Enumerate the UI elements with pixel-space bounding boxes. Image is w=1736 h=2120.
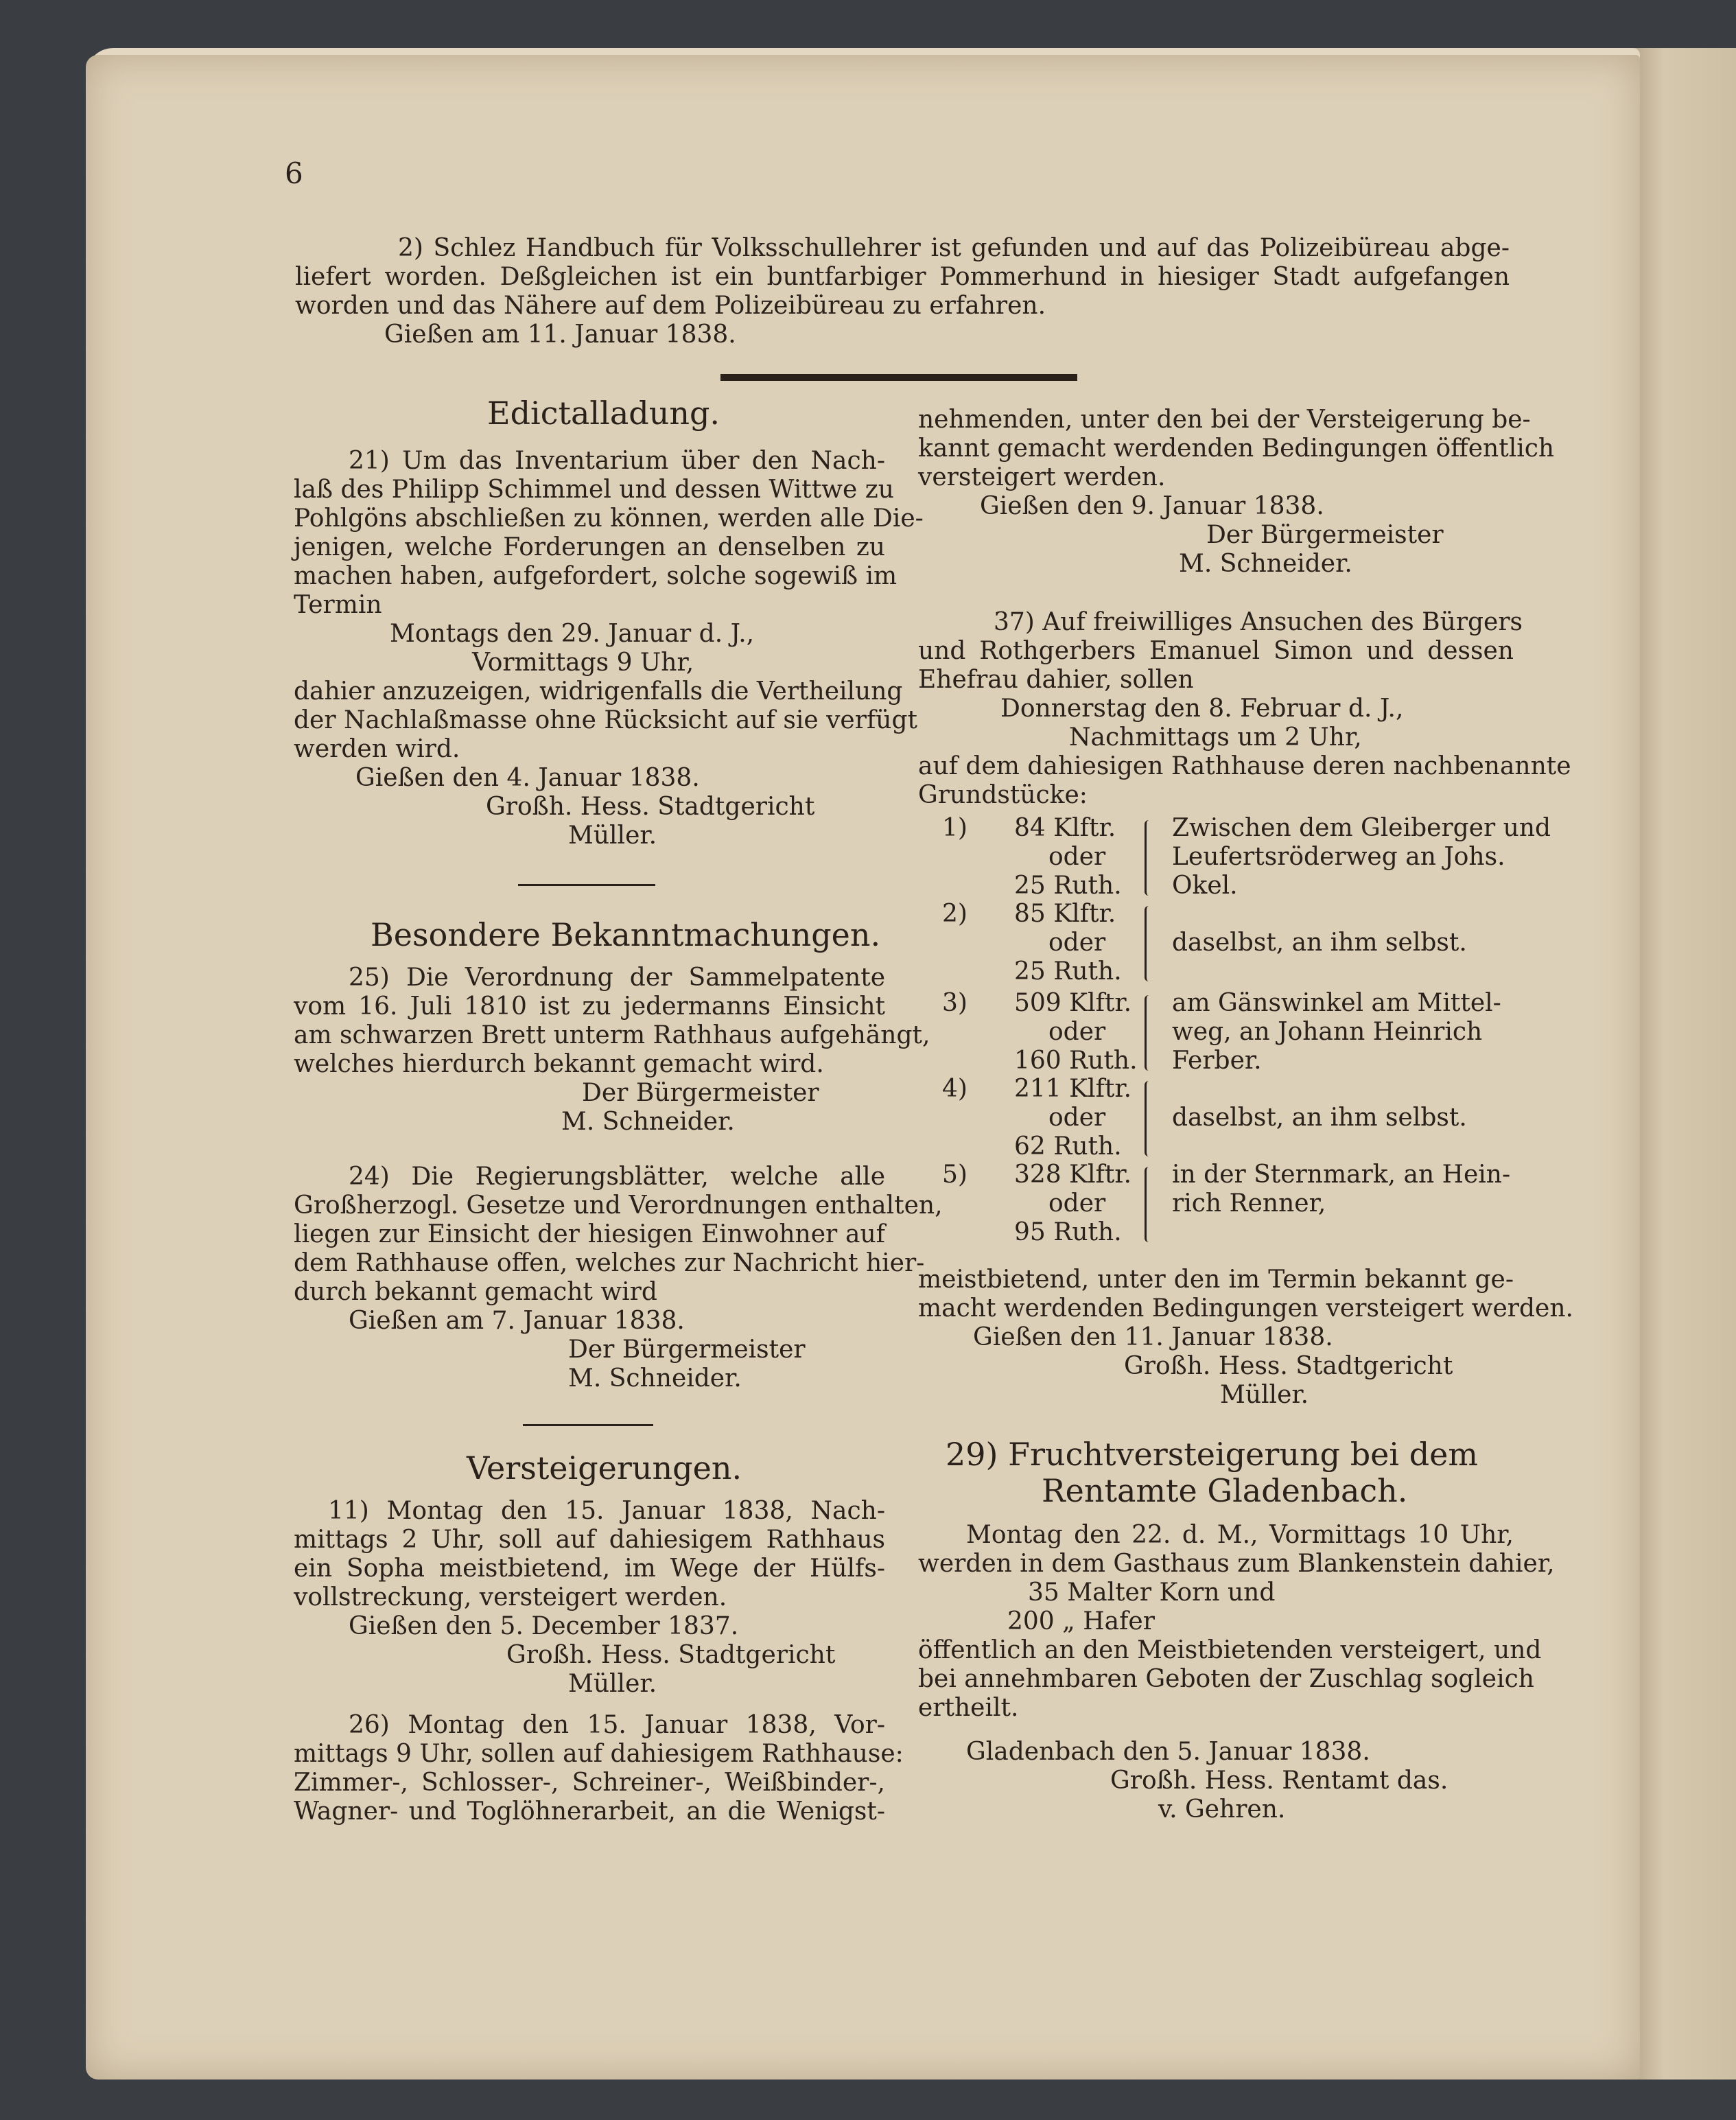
notice-line: worden und das Nähere auf dem Polizeibüreau zu erfahren. [295, 292, 1046, 320]
plot-description: in der Sternmark, an Hein- [1172, 1161, 1511, 1189]
edict-line: Pohlgöns abschließen zu können, werden alle Die- [294, 504, 924, 533]
announcement-line: dem Rathhause offen, welches zur Nachricht hier- [294, 1249, 925, 1277]
auction-line: Donnerstag den 8. Februar d. J., [1000, 695, 1404, 723]
auction-line: macht werdenden Bedingungen versteigert werden. [918, 1294, 1573, 1323]
auction-line: bei annehmbaren Geboten der Zuschlag sogleich [918, 1665, 1534, 1693]
auction-line: Großh. Hess. Stadtgericht [1124, 1352, 1453, 1380]
section-title: Rentamte Gladenbach. [1042, 1472, 1408, 1509]
edict-line: Montags den 29. Januar d. J., [390, 620, 755, 648]
plot-area: 95 Ruth. [1014, 1218, 1122, 1246]
brace [1145, 820, 1156, 896]
auction-line: Müller. [568, 1670, 657, 1698]
auction-line: meistbietend, unter den im Termin bekannt ge- [918, 1266, 1514, 1294]
auction-line: Großh. Hess. Rentamt das. [1110, 1767, 1448, 1795]
auction-line: mittags 2 Uhr, soll auf dahiesigem Rathhaus [294, 1526, 885, 1554]
auction-line: Nachmittags um 2 Uhr, [1069, 723, 1362, 752]
auction-line: nehmenden, unter den bei der Versteigerung be- [918, 406, 1531, 434]
edict-line: 21) Um das Inventarium über den Nach- [349, 447, 885, 475]
auction-line: Gießen den 5. December 1837. [349, 1612, 739, 1640]
auction-line: Gladenbach den 5. Januar 1838. [966, 1738, 1370, 1766]
announcement-line: vom 16. Juli 1810 ist zu jedermanns Einsicht [294, 992, 885, 1021]
plot-description: am Gänswinkel am Mittel- [1172, 989, 1501, 1017]
auction-line: M. Schneider. [1179, 550, 1352, 578]
plot-area: 25 Ruth. [1014, 872, 1122, 900]
auction-line: kannt gemacht werdenden Bedingungen öffentlich [918, 434, 1555, 463]
auction-line: 37) Auf freiwilliges Ansuchen des Bürgers [994, 608, 1523, 636]
auction-line: Gießen den 9. Januar 1838. [980, 492, 1324, 520]
plot-or: oder [1048, 1018, 1106, 1046]
edict-line: Müller. [568, 822, 657, 850]
edict-line: Vormittags 9 Uhr, [472, 649, 694, 677]
auction-line: vollstreckung, versteigert werden. [294, 1583, 727, 1611]
section-title: 29) Fruchtversteigerung bei dem [946, 1436, 1479, 1473]
plot-description: Zwischen dem Gleiberger und [1172, 814, 1551, 842]
plot-description: weg, an Johann Heinrich [1172, 1018, 1483, 1046]
plot-area: 84 Klftr. [1014, 814, 1116, 842]
edict-line: Termin [294, 591, 382, 619]
plot-area: 25 Ruth. [1014, 957, 1122, 986]
brace [1145, 1081, 1156, 1156]
auction-line: versteigert werden. [918, 463, 1166, 491]
auction-line: Müller. [1220, 1381, 1309, 1409]
edict-line: jenigen, welche Forderungen an denselben zu [294, 533, 885, 561]
edict-line: Gießen den 4. Januar 1838. [355, 764, 700, 792]
announcement-line: durch bekannt gemacht wird [294, 1278, 657, 1306]
edict-line: laß des Philipp Schimmel und dessen Wittwe zu [294, 476, 894, 504]
auction-line: Montag den 22. d. M., Vormittags 10 Uhr, [966, 1521, 1514, 1549]
auction-line: Gießen den 11. Januar 1838. [973, 1323, 1333, 1351]
auction-line: ein Sopha meistbietend, im Wege der Hülfs- [294, 1554, 885, 1583]
auction-line: v. Gehren. [1158, 1795, 1286, 1824]
plot-number: 2) [942, 900, 967, 928]
announcement-line: Großherzogl. Gesetze und Verordnungen enthalten, [294, 1191, 943, 1220]
plot-or: oder [1048, 843, 1106, 871]
auction-line: Großh. Hess. Stadtgericht [506, 1641, 836, 1669]
plot-description: rich Renner, [1172, 1189, 1326, 1218]
brace [1145, 906, 1156, 981]
auction-line: Grundstücke: [918, 781, 1088, 809]
auction-line: auf dem dahiesigen Rathhause deren nachbenannte [918, 752, 1571, 780]
announcement-line: M. Schneider. [561, 1108, 735, 1136]
auction-line: mittags 9 Uhr, sollen auf dahiesigem Rathhause: [294, 1740, 904, 1768]
auction-line: werden in dem Gasthaus zum Blankenstein dahier, [918, 1550, 1555, 1578]
announcement-line: Gießen am 7. Januar 1838. [349, 1307, 685, 1335]
section-title: Versteigerungen. [467, 1449, 742, 1487]
auction-line: ertheilt. [918, 1694, 1019, 1722]
notice-line: Gießen am 11. Januar 1838. [384, 321, 736, 349]
plot-number: 3) [942, 989, 967, 1017]
plot-description: daselbst, an ihm selbst. [1172, 929, 1467, 957]
plot-area: 211 Klftr. [1014, 1075, 1132, 1103]
auction-line: öffentlich an den Meistbietenden versteigert, und [918, 1636, 1542, 1664]
auction-line: Wagner- und Toglöhnerarbeit, an die Wenigst- [294, 1797, 885, 1826]
announcement-line: Der Bürgermeister [568, 1336, 806, 1364]
edict-line: Großh. Hess. Stadtgericht [486, 793, 815, 821]
notice-line: 2) Schlez Handbuch für Volksschullehrer ist gefunden und auf das Polizeibüreau abge- [398, 234, 1510, 262]
plot-description: Ferber. [1172, 1047, 1262, 1075]
brace [1145, 995, 1156, 1071]
auction-line: 35 Malter Korn und [1028, 1579, 1276, 1607]
announcement-line: welches hierdurch bekannt gemacht wird. [294, 1050, 824, 1078]
notice-line: liefert worden. Deßgleichen ist ein buntfarbiger Pommerhund in hiesiger Stadt aufgefangen [295, 263, 1510, 291]
auction-line: Ehefrau dahier, sollen [918, 666, 1194, 694]
edict-line: der Nachlaßmasse ohne Rücksicht auf sie verfügt [294, 706, 917, 734]
announcement-line: Der Bürgermeister [582, 1079, 819, 1107]
plot-number: 1) [942, 814, 967, 842]
section-rule [518, 884, 655, 886]
edict-line: werden wird. [294, 735, 460, 763]
announcement-line: 25) Die Verordnung der Sammelpatente [349, 964, 885, 992]
brace [1145, 1167, 1156, 1242]
plot-number: 4) [942, 1075, 967, 1103]
plot-description: daselbst, an ihm selbst. [1172, 1104, 1467, 1132]
auction-line: Zimmer-, Schlosser-, Schreiner-, Weißbinder-, [294, 1769, 885, 1797]
announcement-line: M. Schneider. [568, 1364, 742, 1393]
plot-area: 62 Ruth. [1014, 1132, 1122, 1161]
book-spine [1633, 48, 1736, 2080]
auction-line: Der Bürgermeister [1206, 521, 1444, 549]
edict-line: dahier anzuzeigen, widrigenfalls die Vertheilung [294, 677, 903, 706]
plot-or: oder [1048, 1104, 1106, 1132]
auction-line: 200 „ Hafer [1007, 1607, 1155, 1635]
announcement-line: liegen zur Einsicht der hiesigen Einwohner auf [294, 1220, 885, 1248]
announcement-line: 24) Die Regierungsblätter, welche alle [349, 1163, 885, 1191]
plot-area: 328 Klftr. [1014, 1161, 1132, 1189]
plot-description: Okel. [1172, 872, 1238, 900]
page-number: 6 [285, 156, 303, 190]
auction-line: 11) Montag den 15. Januar 1838, Nach- [328, 1497, 885, 1525]
auction-line: und Rothgerbers Emanuel Simon und dessen [918, 637, 1514, 665]
announcement-line: am schwarzen Brett unterm Rathhaus aufgehängt, [294, 1021, 930, 1049]
auction-line: 26) Montag den 15. Januar 1838, Vor- [349, 1711, 885, 1739]
section-rule [720, 374, 1077, 381]
plot-number: 5) [942, 1161, 967, 1189]
section-title: Edictalladung. [487, 395, 720, 432]
plot-area: 509 Klftr. [1014, 989, 1132, 1017]
plot-description: Leufertsröderweg an Johs. [1172, 843, 1505, 871]
plot-area: 85 Klftr. [1014, 900, 1116, 928]
plot-or: oder [1048, 1189, 1106, 1218]
edict-line: machen haben, aufgefordert, solche sogewiß im [294, 562, 898, 590]
plot-or: oder [1048, 929, 1106, 957]
section-rule [523, 1424, 653, 1426]
section-title: Besondere Bekanntmachungen. [371, 916, 881, 953]
plot-area: 160 Ruth. [1014, 1047, 1138, 1075]
